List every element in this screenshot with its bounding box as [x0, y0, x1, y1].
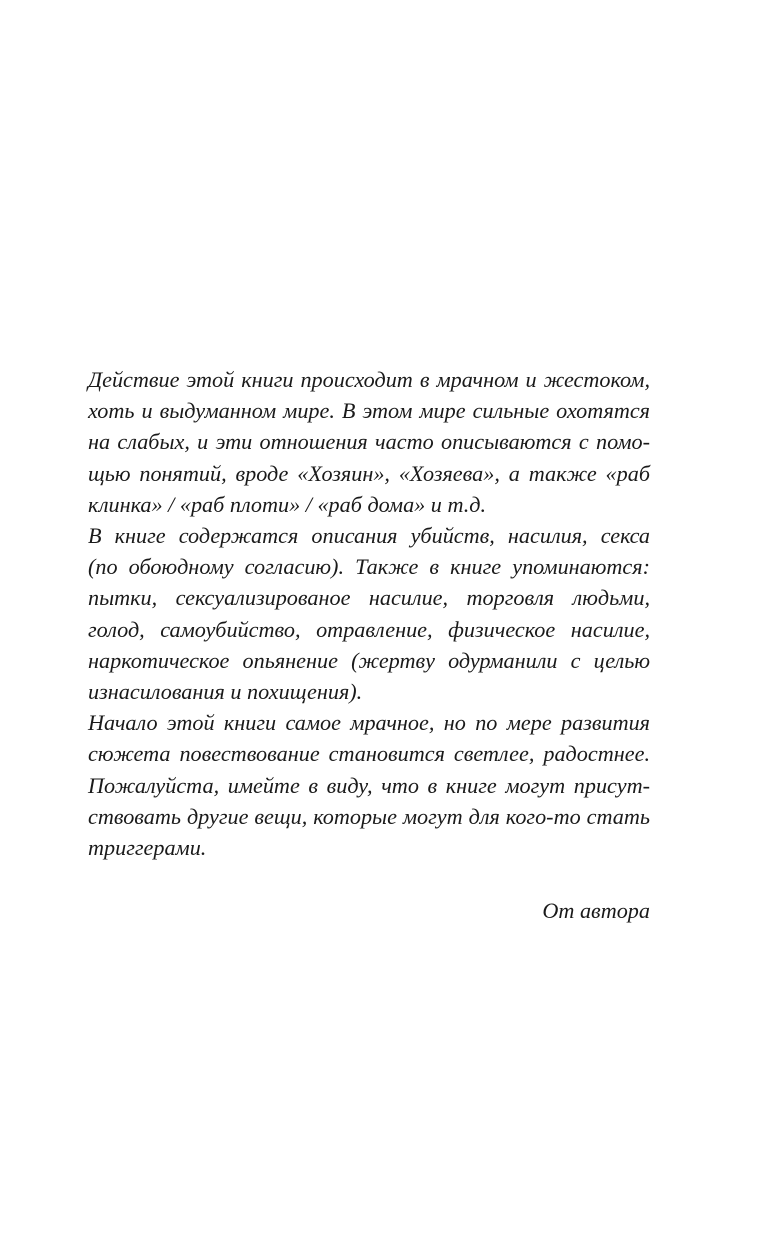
text-line: голод, самоубийство, отравление, физическое насилие, [88, 616, 650, 642]
text-line: Начало этой книги самое мрачное, но по мере развития [88, 710, 650, 736]
text-line: Пожалуйста, имейте в виду, что в книге могут присут- [88, 772, 650, 798]
text-line: триггерами. [88, 835, 207, 861]
text-line: Действие этой книги происходит в мрачном и жестоком, [88, 367, 650, 392]
warning-paragraph-setting [88, 364, 650, 520]
warning-paragraph-content [88, 520, 650, 707]
content-warning-text [88, 364, 650, 863]
warning-paragraph-note [88, 707, 650, 863]
text-line: (по обоюдному согласию). Также в книге упоминаются: [88, 554, 650, 580]
text-line: хоть и выдуманном мире. В этом мире сильные охотятся [88, 398, 650, 424]
text-line: ствовать другие вещи, которые могут для кого-то стать [88, 803, 650, 829]
text-line: клинка» / «раб плоти» / «раб дома» и т.д. [88, 491, 487, 517]
text-line: на слабых, и эти отношения часто описываются с помо- [88, 429, 650, 455]
author-signature: От автора [542, 898, 650, 923]
text-line: сюжета повествование становится светлее, радостнее. [88, 741, 650, 767]
text-line: изнасилования и похищения). [88, 679, 363, 705]
text-line: пытки, сексуализированое насилие, торговля людьми, [88, 585, 650, 611]
text-line: В книге содержатся описания убийств, насилия, секса [88, 523, 650, 549]
text-line: щью понятий, вроде «Хозяин», «Хозяева», а также «раб [88, 460, 650, 486]
text-line: наркотическое опьянение (жертву одурманили с целью [88, 647, 650, 673]
